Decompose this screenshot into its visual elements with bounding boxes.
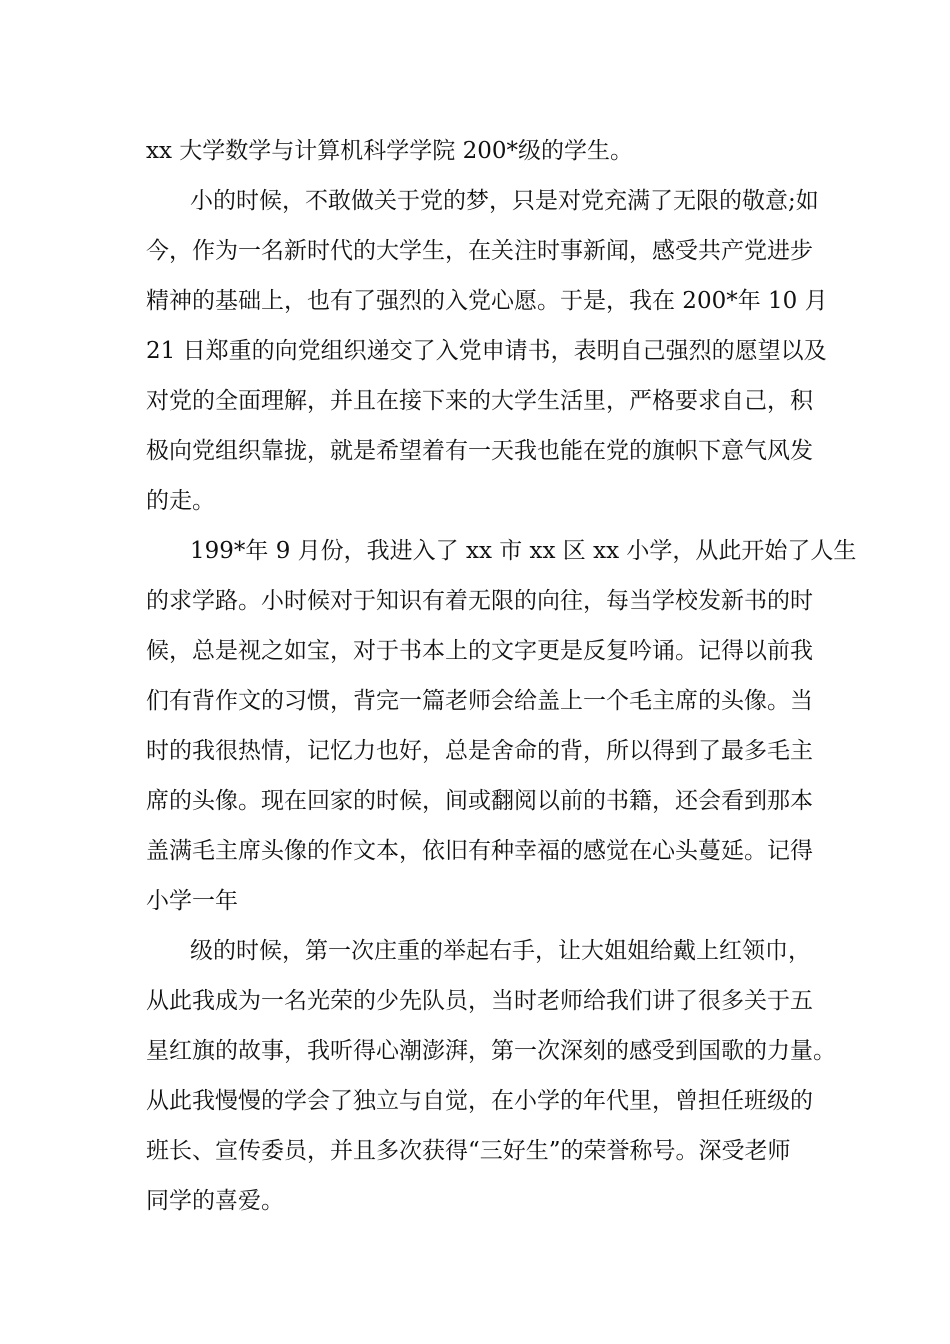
text-line: 从此我成为一名光荣的少先队员，当时老师给我们讲了很多关于五 — [146, 988, 813, 1014]
text-line: 21 日郑重的向党组织递交了入党申请书，表明自己强烈的愿望以及 — [146, 338, 827, 364]
text-line: 199*年 9 月份，我进入了 xx 市 xx 区 xx 小学，从此开始了人生 — [190, 538, 857, 564]
text-line: 对党的全面理解，并且在接下来的大学生活里，严格要求自己，积 — [146, 388, 813, 414]
text-line: 精神的基础上，也有了强烈的入党心愿。于是，我在 200*年 10 月 — [146, 288, 828, 314]
text-line: 的求学路。小时候对于知识有着无限的向往，每当学校发新书的时 — [146, 588, 813, 614]
text-line: 从此我慢慢的学会了独立与自觉，在小学的年代里，曾担任班级的 — [146, 1088, 813, 1114]
text-line: 盖满毛主席头像的作文本，依旧有种幸福的感觉在心头蔓延。记得 — [146, 838, 813, 864]
text-line: 级的时候，第一次庄重的举起右手，让大姐姐给戴上红领巾， — [190, 938, 811, 964]
text-line: xx 大学数学与计算机科学学院 200*级的学生。 — [146, 138, 633, 164]
text-line: 极向党组织靠拢，就是希望着有一天我也能在党的旗帜下意气风发 — [146, 438, 813, 464]
text-line: 星红旗的故事，我听得心潮澎湃，第一次深刻的感受到国歌的力量。 — [146, 1038, 836, 1064]
text-line: 们有背作文的习惯，背完一篇老师会给盖上一个毛主席的头像。当 — [146, 688, 813, 714]
text-line: 班长、宣传委员，并且多次获得“三好生”的荣誉称号。深受老师 — [146, 1138, 791, 1164]
text-line: 小学一年 — [146, 888, 238, 914]
text-line: 时的我很热情，记忆力也好，总是舍命的背，所以得到了最多毛主 — [146, 738, 813, 764]
text-line: 的走。 — [146, 488, 215, 514]
text-line: 今，作为一名新时代的大学生，在关注时事新闻，感受共产党进步 — [146, 238, 813, 264]
text-line: 候，总是视之如宝，对于书本上的文字更是反复吟诵。记得以前我 — [146, 638, 813, 664]
text-line: 同学的喜爱。 — [146, 1188, 284, 1214]
text-line: 席的头像。现在回家的时候，间或翻阅以前的书籍，还会看到那本 — [146, 788, 813, 814]
text-line: 小的时候，不敢做关于党的梦，只是对党充满了无限的敬意;如 — [190, 188, 819, 214]
